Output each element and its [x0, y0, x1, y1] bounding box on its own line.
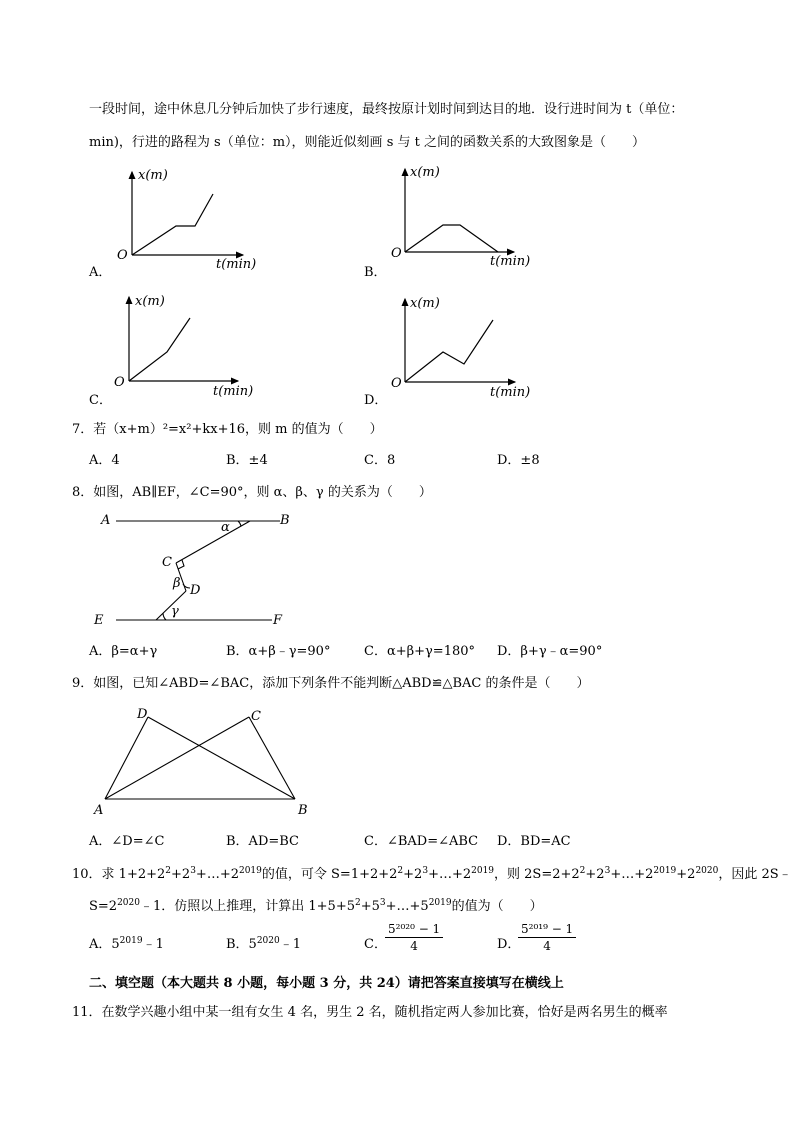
q8-option-d: D．β+γ﹣α=90°	[497, 644, 603, 659]
q8-stem: 8．如图，AB∥EF，∠C=90°，则 α、β、γ 的关系为（ ）	[72, 485, 432, 500]
q10-option-a: A．$5^{2019}﹣1$	[89, 936, 164, 952]
q8-label-c: C	[162, 555, 172, 570]
q6-line2: min)，行进的路程为 s（单位：m），则能近似刻画 s 与 t 之间的函数关系的大致图象是（ ）	[89, 135, 645, 150]
q8-label-b: B	[280, 513, 290, 528]
q10-line1: 10．求 $1+2+2^2+2^3+\dots+2^{2019}$的值，可令 $S=1+2+2^2+2^3+\dots+2^{2019}$，则 $2S=2+2^2+2^3+\dots+2^{2019}+2^{2020}$，因此 2S﹣	[72, 866, 792, 882]
graph-b-xlabel: t(min)	[490, 254, 531, 269]
q10-option-c-label: C．	[364, 937, 387, 952]
graph-b-ylabel: x(m)	[410, 165, 440, 180]
q9-option-d: D．BD=AC	[497, 834, 571, 849]
q8-label-gamma: γ	[171, 604, 179, 619]
q9-option-a: A．∠D=∠C	[89, 834, 165, 849]
q10-option-d-fraction: $\frac{\text{5²⁰¹⁹ − 1}}{4}$	[518, 922, 576, 953]
graph-c-xlabel: t(min)	[213, 384, 254, 399]
q9-option-c: C．∠BAD=∠ABC	[364, 834, 479, 849]
q9-label-c: C	[251, 709, 261, 724]
q8-label-beta: β	[173, 576, 181, 591]
q9-label-a: A	[94, 803, 104, 818]
q8-label-a: A	[101, 513, 111, 528]
graph-d-xlabel: t(min)	[490, 385, 531, 400]
q8-label-d: D	[190, 583, 201, 598]
q9-label-b: B	[298, 803, 308, 818]
q10-option-b: B．$5^{2020}﹣1$	[226, 936, 302, 952]
q10-line2: $S=2^{2020}﹣1$．仿照以上推理，计算出 $1+5+5^2+5^3+\dots+5^{2019}$的值为（ ）	[89, 898, 543, 914]
graph-b-origin: O	[391, 246, 402, 261]
graph-a	[132, 172, 243, 255]
q8-option-b: B．α+β﹣γ=90°	[226, 644, 331, 659]
graph-a-ylabel: x(m)	[138, 168, 168, 183]
q6-line1: 一段时间，途中休息几分钟后加快了步行速度，最终按原计划时间到达目的地．设行进时间为 t（单位：	[89, 102, 684, 117]
q10-option-d-label: D．	[497, 937, 521, 952]
q6-option-d: D．	[364, 393, 388, 408]
q10-option-c-fraction: $\frac{\text{5²⁰²⁰ − 1}}{4}$	[385, 922, 443, 953]
graph-c-origin: O	[114, 375, 125, 390]
q8-figure	[0, 505, 794, 665]
graph-d-origin: O	[391, 376, 402, 391]
graph-d-ylabel: x(m)	[410, 296, 440, 311]
q7-option-b: B．±4	[226, 453, 268, 468]
q6-option-c: C．	[89, 393, 112, 408]
q7-option-c: C．8	[364, 453, 396, 468]
graph-c-ylabel: x(m)	[135, 294, 165, 309]
q8-label-f: F	[273, 613, 283, 628]
graph-b	[405, 169, 514, 252]
q9-option-b: B．AD=BC	[226, 834, 299, 849]
q8-option-a: A．β=α+γ	[89, 644, 158, 659]
q6-graphs	[0, 0, 794, 420]
q7-option-a: A．4	[89, 453, 120, 468]
q11-stem: 11．在数学兴趣小组中某一组有女生 4 名，男生 2 名，随机指定两人参加比赛，恰好是两名男生的概率	[72, 1005, 668, 1020]
q7-option-d: D．±8	[497, 453, 540, 468]
q9-stem: 9．如图，已知∠ABD=∠BAC，添加下列条件不能判断△ABD≌△BAC 的条件是（ ）	[72, 676, 590, 691]
q9-figure	[0, 700, 794, 810]
graph-a-xlabel: t(min)	[216, 257, 257, 272]
q9-label-d: D	[137, 707, 148, 722]
q8-option-c: C．α+β+γ=180°	[364, 644, 476, 659]
q8-label-alpha: α	[221, 520, 230, 535]
graph-a-origin: O	[117, 248, 128, 263]
q7-stem: 7．若（x+m）²=x²+kx+16，则 m 的值为（ ）	[72, 422, 383, 437]
section-2-heading: 二、填空题（本大题共 8 小题，每小题 3 分，共 24）请把答案直接填写在横线上	[89, 976, 564, 991]
q6-option-b: B．	[364, 265, 387, 280]
q6-option-a: A．	[89, 265, 112, 280]
q8-label-e: E	[94, 613, 104, 628]
